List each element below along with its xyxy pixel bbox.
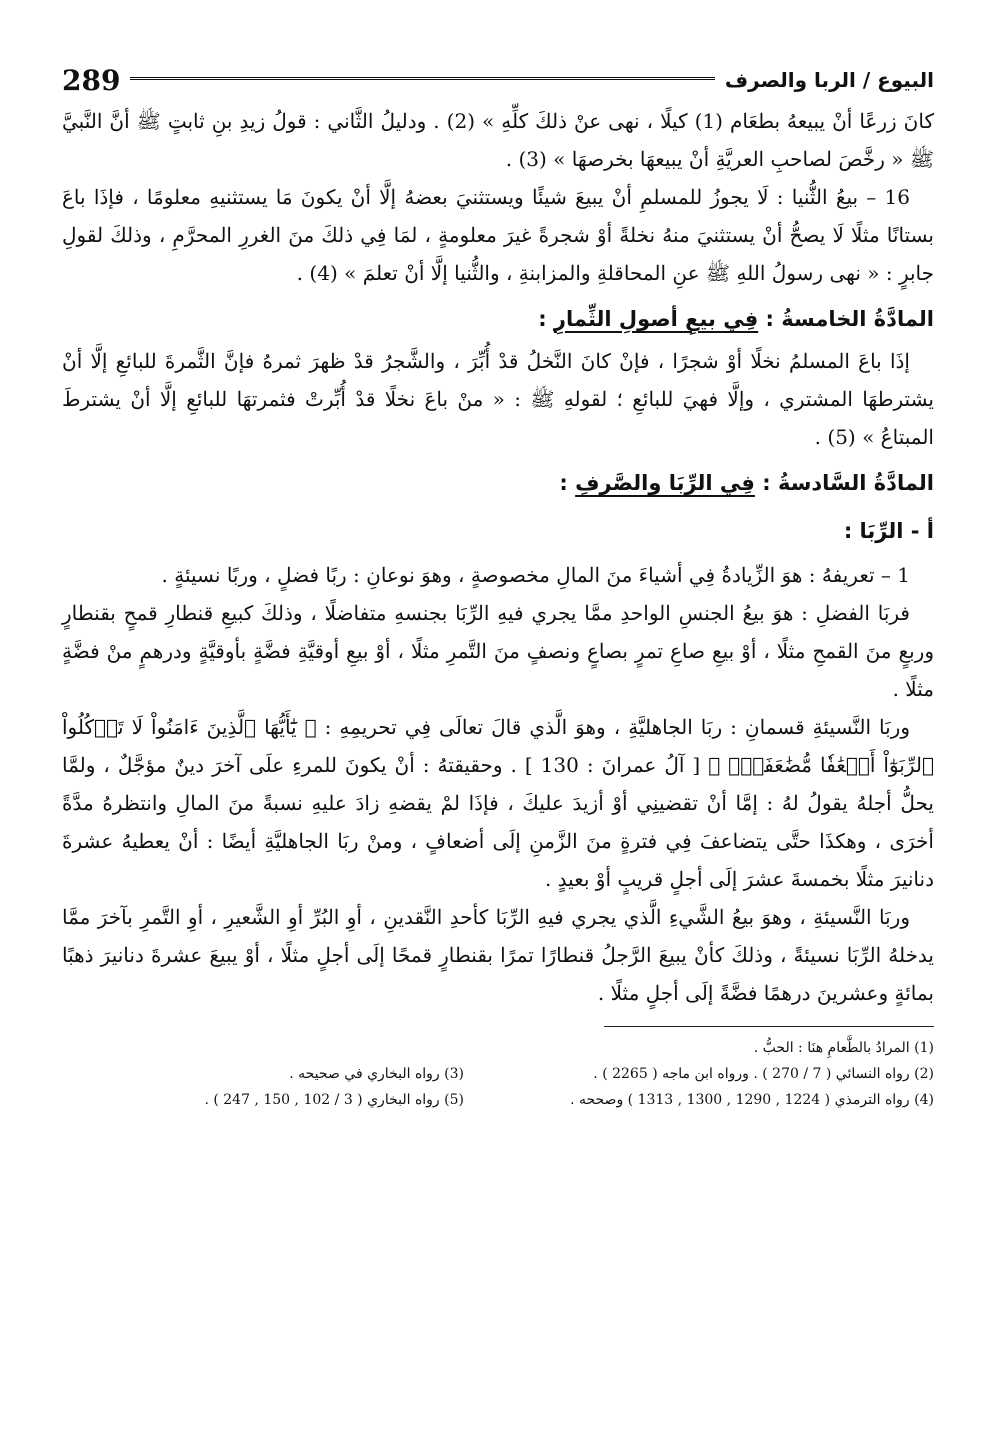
paragraph: فربَا الفضلِ : هوَ بيعُ الجنسِ الواحدِ ممَّا يجري فيهِ الرِّبَا بجنسهِ متفاضلًا ، وذلكَ كبيعِ قنطارِ قمحٍ بقنطارٍ وربعٍ منَ القمحِ مثلًا ، أوْ بيعِ صاعِ تمرٍ بصاعٍ ونصفٍ منَ التَّمرِ مثلًا ، أوْ بيعِ أوقيَّةِ فضَّةٍ بأوقيَّةٍ ودرهمٍ منْ فضَّةٍ مثلًا . <box>62 601 934 701</box>
page-body <box>62 102 934 1012</box>
footnote: (3) رواه البخاري في صحيحه . <box>289 1066 464 1082</box>
header-rule <box>130 77 714 83</box>
running-title: البيوع / الربا والصرف <box>724 68 934 92</box>
paragraph: 16 – بيعُ الثُّنيا : لَا يجوزُ للمسلمِ أنْ يبيعَ شيئًا ويستثنيَ بعضهُ إلَّا أنْ يكونَ مَا يستثنيهِ معلومًا ، فإذَا باعَ بستانًا مثلًا لَا يصحُّ أنْ يستثنيَ منهُ نخلةً أوْ شجرةً غيرَ معلومةٍ ، لمَا فِي ذلكَ منَ الغررِ المحرَّمِ ، وذلكَ لقولِ جابرٍ : « نهى رسولُ اللهِ ﷺ عنِ المحاقلةِ والمزابنةِ ، والثُّنيا إلَّا أنْ تعلمَ » (4) . <box>62 185 934 285</box>
footnote: (2) رواه النسائي ( 7 / 270 ) . ورواه ابن ماجه ( 2265 ) . <box>593 1066 934 1082</box>
footnote-row <box>62 1035 934 1061</box>
book-page <box>62 58 934 1418</box>
paragraph: وربَا النَّسيئةِ ، وهوَ بيعُ الشَّيءِ الَّذي يجري فيهِ الرِّبَا كأحدِ النَّقدينِ ، أوِ البُرِّ أوِ الشَّعيرِ ، أوِ التَّمرِ بآخرَ ممَّا يدخلهُ الرِّبَا نسيئةً ، وذلكَ كأنْ يبيعَ الرَّجلُ قنطارًا تمرًا بقنطارٍ قمحًا إلَى أجلٍ مثلًا ، أوْ يبيعَ عشرةَ دنانيرَ ذهبًا بمائةٍ وعشرينَ درهمًا فضَّةً إلَى أجلٍ مثلًا . <box>62 905 934 1005</box>
section-heading-colon: : <box>538 307 547 331</box>
footnote: (1) المرادُ بالطَّعامِ هنَا : الحبُّ . <box>753 1040 934 1056</box>
section-heading <box>62 300 934 338</box>
subsection-heading: أ - الرِّبَا : <box>843 519 934 543</box>
section-heading-title: فِي الرِّبَا والصَّرفِ <box>575 471 755 495</box>
section-heading-colon: : <box>559 471 568 495</box>
section-heading-label: المادَّةُ السَّادسةُ : <box>762 471 934 495</box>
footnotes <box>62 1035 934 1113</box>
section-heading <box>62 464 934 502</box>
paragraph: 1 – تعريفهُ : هوَ الزِّيادةُ فِي أشياءَ منَ المالِ مخصوصةٍ ، وهوَ نوعانِ : ربًا فضلٍ ، وربًا نسيئةٍ . <box>161 563 910 587</box>
footnote: (5) رواه البخاري ( 3 / 102 , 150 , 247 ) . <box>204 1092 464 1108</box>
paragraph: وربَا النَّسيئةِ قسمانِ : ربَا الجاهليَّةِ ، وهوَ الَّذي قالَ تعالَى فِي تحريمِهِ : ﴿ يَٰٓأَيُّهَا ٱلَّذِينَ ءَامَنُواْ لَا تَأۡكُلُواْ ٱلرِّبَوٰٓاْ أَضۡعَٰفٗا مُّضَٰعَفَةٗۖ ﴾ [ آلُ عمرانَ : 130 ] . وحقيقتهُ : أنْ يكونَ للمرءِ علَى آخرَ دينٌ مؤجَّلٌ ، ولمَّا يحلُّ أجلهُ يقولُ لهُ : إمَّا أنْ تقضينِي أوْ أزيدَ عليكَ ، فإذَا لمْ يقضهِ زادَ عليهِ نسبةً منَ المالِ وانتظرهُ مدَّةً أخرَى ، وهكذَا حتَّى يتضاعفَ فِي فترةٍ منَ الزَّمنِ إلَى أضعافٍ ، ومنْ ربَا الجاهليَّةِ أيضًا : أنْ يعطيهُ عشرةَ دنانيرَ مثلًا بخمسةَ عشرَ إلَى أجلٍ قريبٍ أوْ بعيدٍ . <box>62 715 934 891</box>
paragraph: كانَ زرعًا أنْ يبيعهُ بطعَام (1) كيلًا ، نهى عنْ ذلكَ كلِّهِ » (2) . ودليلُ الثَّاني : قولُ زيدِ بنِ ثابتٍ ﷺ أنَّ النَّبيَّ ﷺ « رخَّصَ لصاحبِ العريَّةِ أنْ يبيعهَا بخرصهَا » (3) . <box>62 109 934 171</box>
section-heading-title: فِي بيعِ أصولِ الثِّمارِ <box>553 307 759 331</box>
running-header <box>62 58 934 102</box>
footnote-divider <box>604 1026 934 1027</box>
paragraph: إذَا باعَ المسلمُ نخلًا أوْ شجرًا ، فإنْ كانَ النَّخلُ قدْ أُبِّرَ ، والشَّجرُ قدْ ظهرَ ثمرهُ فإنَّ الثَّمرةَ للبائعِ إلَّا أنْ يشترطهَا المشتري ، وإلَّا فهيَ للبائعِ ؛ لقولهِ ﷺ : « منْ باعَ نخلًا قدْ أُبِّرتْ فثمرتهَا للبائعِ إلَّا أنْ يشترطَ المبتاعُ » (5) . <box>62 349 934 449</box>
footnote: (4) رواه الترمذي ( 1224 , 1290 , 1300 , 1313 ) وصححه . <box>570 1092 934 1108</box>
footnote-row <box>62 1087 934 1113</box>
page-number: 289 <box>62 63 121 97</box>
section-heading-label: المادَّةُ الخامسةُ : <box>765 307 934 331</box>
footnote-row <box>62 1061 934 1087</box>
